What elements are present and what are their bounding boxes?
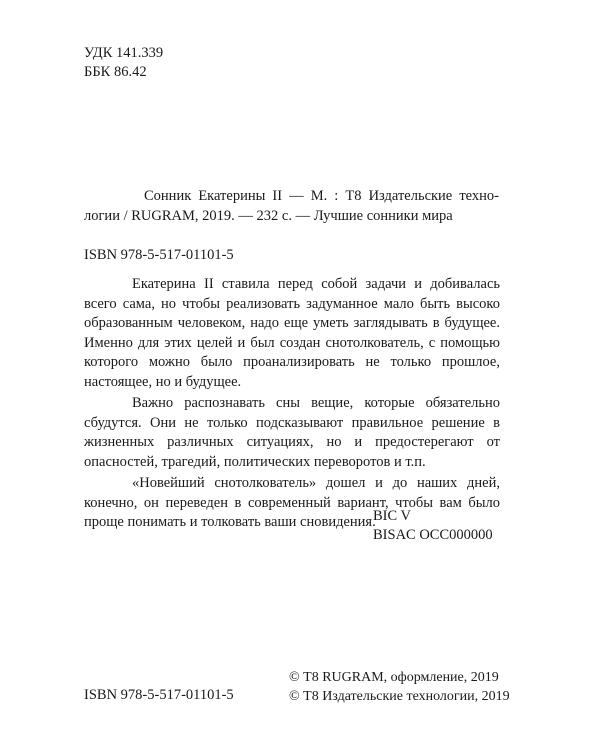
copyright-block — [289, 668, 510, 706]
annotation-paragraph-3: «Новейший снотолкователь» дошел и до наших дней, конечно, он переведен в современный вариант, чтобы вам было проще понимать и толковать ваши сновидения. — [84, 475, 500, 530]
bbk-code: ББК 86.42 — [84, 64, 147, 80]
copyright-publisher: © Т8 Издательские технологии, 2019 — [289, 689, 510, 704]
annotation — [84, 275, 500, 533]
annotation-paragraph-1: Екатерина II ставила перед собой задачи и добивалась всего сама, но чтобы реализовать задуманное мало быть высоко образованным человеком, надо еще уметь заглядывать в будущее. Именно для этих целей и был создан снотолкователь, с помощью которого можно было проанализировать не только прошлое, настоящее, но и будущее. — [84, 276, 500, 390]
bibliographic-line-1: Сонник Екатерины II — М. : Т8 Издательские техно- — [144, 188, 499, 204]
classification-codes — [84, 44, 163, 82]
copyright-design: © Т8 RUGRAM, оформление, 2019 — [289, 670, 499, 685]
isbn-footer: ISBN 978-5-517-01101-5 — [84, 687, 234, 703]
subject-codes — [373, 507, 493, 545]
bic-code: BIC V — [373, 508, 412, 524]
bibliographic-line-2: логии / RUGRAM, 2019. — 232 с. — Лучшие сонники мира — [84, 208, 453, 224]
bibliographic-record — [84, 186, 499, 226]
isbn-main: ISBN 978-5-517-01101-5 — [84, 247, 234, 263]
udk-code: УДК 141.339 — [84, 45, 164, 61]
bisac-code: BISAC OCC000000 — [373, 527, 493, 543]
annotation-paragraph-2: Важно распознавать сны вещие, которые обязательно сбудутся. Они не только подсказывают правильное решение в жизненных различных ситуациях, но и предостерегают от опасностей, трагедий, политических переворотов и т.п. — [84, 395, 500, 470]
